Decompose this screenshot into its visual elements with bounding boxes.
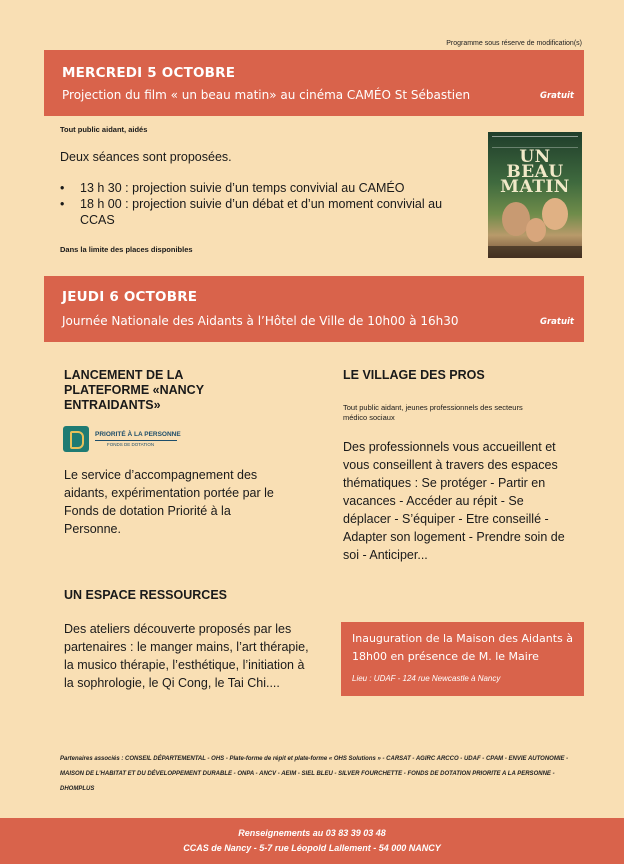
logo-divider [95,440,177,441]
village-text: Des professionnels vous accueillent et vous conseillent à travers des espaces thématiques : Se protéger - Partir en vacances - Accéder au répit - Se déplacer - S’équiper - Etre conseillé - Adapter son logement - Prendre soin de soi - Anticiper... [343,440,565,562]
event1-intro: Deux séances sont proposées. [60,150,232,164]
list-item: • 13 h 30 : projection suivie d’un temps convivial au CAMÉO [60,180,450,196]
inauguration-text: Inauguration de la Maison des Aidants à 18h00 en présence de M. le Maire [352,632,574,663]
logo-icon [63,426,89,452]
partners-list: Partenaires associés : CONSEIL DÉPARTEMENTAL - OHS - Plate-forme de répit et plate-forme « OHS Solutions » - CARSAT - AGIRC ARCCO - UDAF - CPAM - ENVIE AUTONOMIE - MAISON DE L’HABITAT ET DU DÉVELOPPEMENT DURABLE - ONPA - ANCV - AEIM - SIEL BLEU - SILVER FOURCHETTE - FONDS DE DOTATION PRIORITE A LA PERSONNE - DHOMPLUS [60,756,569,792]
event1-price: Gratuit [540,91,574,101]
event1-limit: Dans la limite des places disponibles [60,245,193,254]
poster-footer [488,246,582,258]
list-item: • 18 h 00 : projection suivie d’un débat et d’un moment convivial au CCAS [60,196,450,228]
logo-name: PRIORITÉ À LA PERSONNE [95,431,181,438]
event1-title: MERCREDI 5 OCTOBRE [62,65,236,81]
footer-phone: Renseignements au 03 83 39 03 48 [238,828,386,838]
espace-heading: UN ESPACE RESSOURCES [64,588,227,602]
event1-banner [44,50,584,116]
lancement-text: Le service d’accompagnement des aidants, expérimentation portée par le Fonds de dotation Priorité à la Personne. [64,468,274,536]
film-poster [488,132,582,258]
inauguration-box [341,622,584,696]
priorite-personne-logo [63,426,183,454]
inauguration-location: Lieu : UDAF - 124 rue Newcastle à Nancy [352,674,501,683]
top-note: Programme sous réserve de modification(s) [446,40,582,47]
lancement-heading: LANCEMENT DE LA PLATEFORME «NANCY ENTRAIDANTS» [64,368,204,412]
event2-subtitle: Journée Nationale des Aidants à l’Hôtel de Ville de 10h00 à 16h30 [62,314,459,328]
poster-title: UN BEAU MATIN [500,147,570,197]
footer-address: CCAS de Nancy - 5-7 rue Léopold Lallement - 54 000 NANCY [183,843,441,853]
village-heading: LE VILLAGE DES PROS [343,368,485,382]
event1-subtitle: Projection du film « un beau matin» au cinéma CAMÉO St Sébastien [62,88,471,102]
poster-figure [542,198,568,230]
event2-title: JEUDI 6 OCTOBRE [62,289,198,305]
village-audience: Tout public aidant, jeunes professionnels des secteurs médico sociaux [343,403,523,422]
espace-text: Des ateliers découverte proposés par les partenaires : le manger mains, l’art thérapie, la musico thérapie, l’esthétique, l’initiation à la sophrologie, le Qi Cong, le Tai Chi.... [64,622,309,690]
session-list [60,180,450,228]
event1-audience: Tout public aidant, aidés [60,125,148,134]
event2-banner [44,276,584,342]
footer [0,818,624,864]
event2-price: Gratuit [540,317,574,327]
logo-sub: FONDS DE DOTATION [107,442,155,447]
poster-figure [526,218,546,242]
